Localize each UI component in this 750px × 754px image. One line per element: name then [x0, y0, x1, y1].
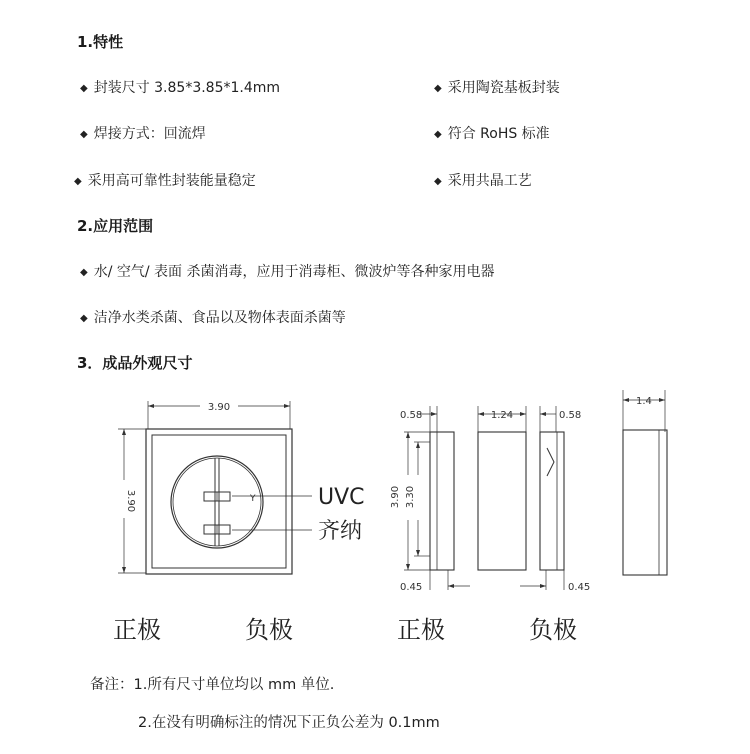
dim-height-inner: 3.30	[405, 485, 416, 509]
note-line-1: 备注：1.所有尺寸单位均以 mm 单位.	[90, 677, 335, 693]
section3-title: 3．成品外观尺寸	[77, 354, 193, 372]
section2-title: 2.应用范围	[77, 217, 154, 235]
feature-ceramic-substrate: ◆ 采用陶瓷基板封装	[434, 80, 560, 96]
bullet-icon: ◆	[80, 129, 88, 140]
dim-top-width: 3.90	[207, 402, 231, 413]
bullet-icon: ◆	[434, 129, 442, 140]
left-pad	[430, 432, 454, 570]
label-uvc: UVC	[318, 485, 365, 510]
label-zener: 齐纳	[318, 519, 363, 544]
feature-package-size: ◆ 封装尺寸 3.85*3.85*1.4mm	[80, 80, 281, 96]
bullet-icon: ◆	[434, 83, 442, 94]
label-positive-right: 正极	[397, 616, 445, 644]
bullet-icon: ◆	[74, 176, 82, 187]
dimension-drawing	[0, 380, 750, 600]
label-negative-right: 负极	[529, 616, 577, 644]
dim-left-top: 0.58	[400, 410, 423, 421]
feature-eutectic: ◆ 采用共晶工艺	[434, 173, 532, 189]
label-positive-left: 正极	[113, 616, 161, 644]
feature-reliability: ◆ 采用高可靠性封装能量稳定	[74, 173, 256, 189]
middle-pad	[478, 432, 526, 570]
dim-left-bottom: 0.45	[400, 582, 423, 593]
feature-rohs: ◆ 符合 RoHS 标准	[434, 126, 550, 142]
right-pad	[540, 432, 564, 570]
chip-mark: Y	[250, 494, 256, 504]
dim-height-outer: 3.90	[390, 485, 401, 509]
bullet-icon: ◆	[80, 83, 88, 94]
feature-soldering: ◆ 焊接方式：回流焊	[80, 126, 206, 142]
dim-top-height: 3.90	[125, 489, 136, 513]
dim-middle-top: 1.24	[490, 410, 514, 421]
note-line-2: 2.在没有明确标注的情况下正负公差为 0.1mm	[138, 715, 440, 731]
bullet-icon: ◆	[434, 176, 442, 187]
label-negative-left: 负极	[245, 616, 293, 644]
profile-body	[623, 430, 667, 575]
dim-right-bottom: 0.45	[568, 582, 591, 593]
bullet-icon: ◆	[80, 313, 88, 324]
application-item: ◆ 水/ 空气/ 表面 杀菌消毒，应用于消毒柜、微波炉等各种家用电器	[80, 264, 495, 280]
application-item: ◆ 洁净水类杀菌、食品以及物体表面杀菌等	[80, 310, 346, 326]
bullet-icon: ◆	[80, 267, 88, 278]
dim-right-top: 0.58	[559, 410, 582, 421]
dim-thickness: 1.4	[636, 396, 652, 407]
section1-title: 1.特性	[77, 33, 124, 51]
